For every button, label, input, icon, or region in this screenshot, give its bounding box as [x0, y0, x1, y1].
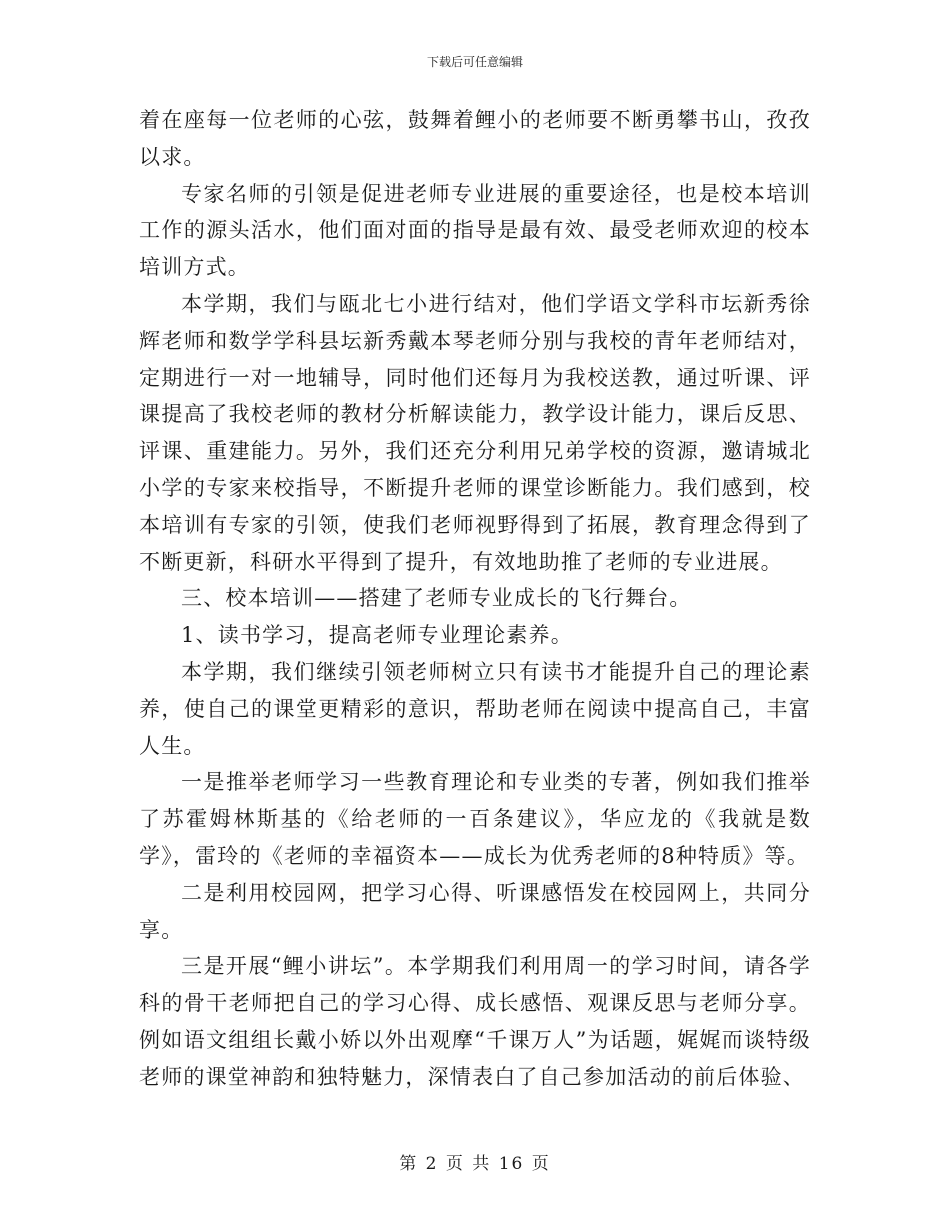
page-number: 第 2 页 共 16 页 — [399, 1154, 551, 1174]
paragraph-pairing: 本学期，我们与瓯北七小进行结对，他们学语文学科市坛新秀徐辉老师和数学学科县坛新秀戴本琴老师分别与我校的青年老师结对，定期进行一对一地辅导，同时他们还每月为我校送教，通过听课、评课提高了我校老师的教材分析解读能力，教学设计能力，课后反思、评课、重建能力。另外，我们还充分利用兄弟学校的资源，邀请城北小学的专家来校指导，不断提升老师的课堂诊断能力。我们感到，校本培训有专家的引领，使我们老师视野得到了拓展，教育理念得到了不断更新，科研水平得到了提升，有效地助推了老师的专业进展。 — [139, 291, 811, 574]
paragraph-recommend-books: 一是推举老师学习一些教育理论和专业类的专著，例如我们推举了苏霍姆林斯基的《给老师的一百条建议》，华应龙的《我就是数学》，雷玲的《老师的幸福资本——成长为优秀老师的8种特质》等。 — [139, 770, 811, 868]
paragraph-lecture-forum: 三是开展“鲤小讲坛”。本学期我们利用周一的学习时间，请各学科的骨干老师把自己的学习心得、成长感悟、观课反思与老师分享。例如语文组组长戴小娇以外出观摩“千课万人”为话题，娓娓而谈特级老师的课堂神韵和独特魅力，深情表白了自己参加活动的前后体验、 — [139, 954, 811, 1089]
paragraph-continuation: 着在座每一位老师的心弦，鼓舞着鲤小的老师要不断勇攀书山，孜孜以求。 — [139, 108, 811, 169]
paragraph-campus-network: 二是利用校园网，把学习心得、听课感悟发在校园网上，共同分享。 — [139, 880, 811, 942]
page-header: 下载后可任意编辑 — [426, 55, 523, 69]
document-body — [139, 102, 811, 1096]
section-heading-three: 三、校本培训——搭建了老师专业成长的飞行舞台。 — [181, 586, 692, 611]
paragraph-expert-guidance: 专家名师的引领是促进老师专业进展的重要途径，也是校本培训工作的源头活水，他们面对面的指导是最有效、最受老师欢迎的校本培训方式。 — [139, 181, 811, 280]
subheading-reading: 1、读书学习，提高老师专业理论素养。 — [181, 623, 573, 648]
paragraph-reading-intro: 本学期，我们继续引领老师树立只有读书才能提升自己的理论素养，使自己的课堂更精彩的意识，帮助老师在阅读中提高自己，丰富人生。 — [139, 659, 811, 758]
